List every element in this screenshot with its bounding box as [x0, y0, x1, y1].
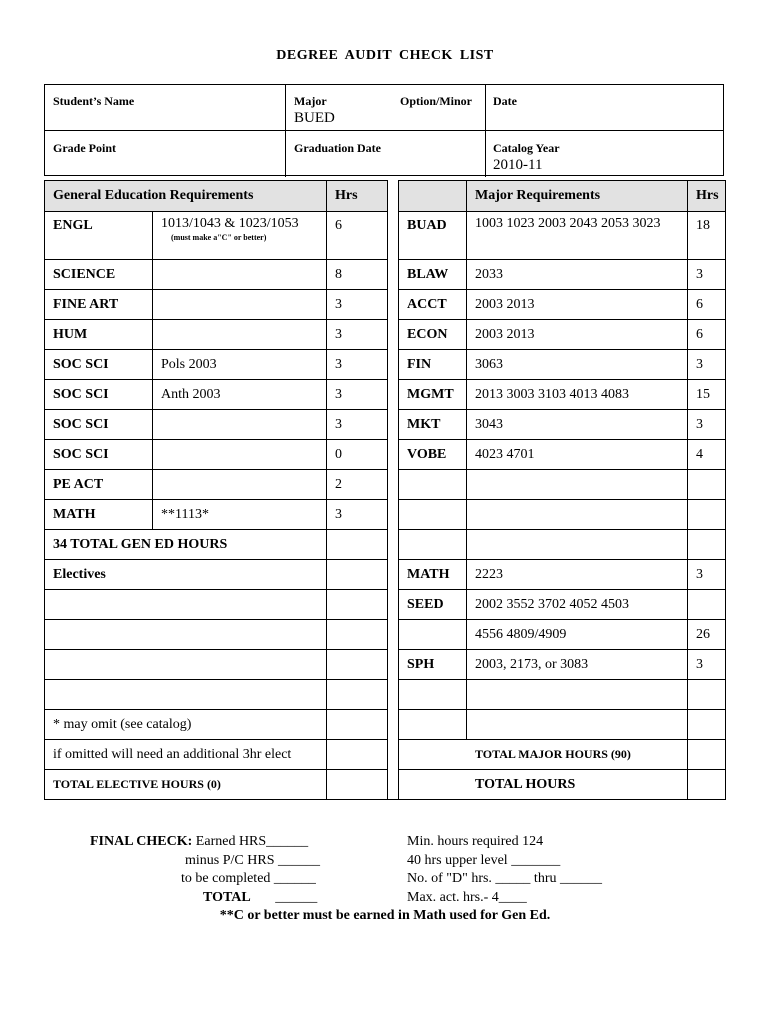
graduation-date-label: Graduation Date: [294, 141, 381, 155]
math-footnote: **C or better must be earned in Math used for Gen Ed.: [219, 908, 551, 923]
total-hours: TOTAL HOURS: [399, 770, 688, 800]
table-row: Electives MATH 2223 3: [45, 560, 726, 590]
major-label: Major: [294, 94, 327, 108]
table-row: MATH **1113* 3: [45, 500, 726, 530]
max-act-hours: Max. act. hrs.- 4____: [407, 889, 527, 905]
total-elective-hours: TOTAL ELECTIVE HOURS (0): [45, 770, 327, 800]
table-row: PE ACT 2: [45, 470, 726, 500]
table-header-row: [45, 181, 726, 212]
table-row: SOC SCI 3 MKT 3043 3: [45, 410, 726, 440]
gen-ed-heading: General Education Requirements: [45, 181, 327, 212]
engl-note: (must make a"C" or better): [171, 233, 267, 242]
table-row: SCIENCE 8 BLAW 2033 3: [45, 260, 726, 290]
omit-note-2: if omitted will need an additional 3hr elect: [45, 740, 327, 770]
option-minor-label: Option/Minor: [400, 94, 473, 108]
page-title: DEGREE AUDIT CHECK LIST: [276, 48, 494, 63]
date-label: Date: [493, 94, 517, 108]
to-be-completed: to be completed ______: [181, 871, 316, 886]
final-check-right: [407, 833, 602, 907]
table-row: FINE ART 3 ACCT 2003 2013 6: [45, 290, 726, 320]
table-row: [45, 770, 726, 800]
major-value: BUED: [294, 110, 335, 126]
student-info-box: [44, 84, 724, 176]
total-major-hours: TOTAL MAJOR HOURS (90): [399, 740, 688, 770]
table-row: SOC SCI Anth 2003 3 MGMT 2013 3003 3103 4013 4083 15: [45, 380, 726, 410]
electives-label: Electives: [45, 560, 327, 590]
minus-pc-hrs: minus P/C HRS ______: [185, 852, 320, 868]
table-row: SEED 2002 3552 3702 4052 4503: [45, 590, 726, 620]
gen-ed-hrs-heading: Hrs: [327, 181, 388, 212]
student-name-label: Student’s Name: [53, 94, 135, 108]
min-hours: Min. hours required 124: [407, 834, 544, 849]
table-row: 4556 4809/4909 26: [45, 620, 726, 650]
catalog-year-label: Catalog Year: [493, 141, 560, 155]
gen-ed-total: 34 TOTAL GEN ED HOURS: [45, 530, 327, 560]
table-row: SOC SCI Pols 2003 3 FIN 3063 3: [45, 350, 726, 380]
table-row: SPH 2003, 2173, or 3083 3: [45, 650, 726, 680]
major-heading: Major Requirements: [467, 181, 688, 212]
final-check-label: FINAL CHECK:: [90, 834, 193, 849]
d-hours: No. of "D" hrs. _____ thru ______: [407, 871, 602, 886]
earned-hrs: Earned HRS______: [195, 834, 309, 849]
requirements-table: [44, 180, 726, 800]
catalog-year-value: 2010-11: [493, 157, 543, 173]
upper-level: 40 hrs upper level _______: [407, 852, 561, 868]
table-row: ENGL 1013/1043 & 1023/1053 (must make a"C" or better) 6 BUAD 1003 1023 2003 2043 2053 3023 18: [45, 212, 726, 260]
table-row: HUM 3 ECON 2003 2013 6: [45, 320, 726, 350]
major-hrs-heading: Hrs: [688, 181, 726, 212]
grade-point-label: Grade Point: [53, 141, 116, 155]
total-blank: ______: [275, 889, 318, 905]
table-row: [45, 710, 726, 740]
omit-note: * may omit (see catalog): [45, 710, 327, 740]
total-label: TOTAL: [203, 889, 251, 905]
engl-course: 1013/1043 & 1023/1053: [161, 216, 299, 231]
table-row: [45, 740, 726, 770]
table-row: [45, 680, 726, 710]
final-check-left: [90, 833, 320, 907]
table-row: SOC SCI 0 VOBE 4023 4701 4: [45, 440, 726, 470]
table-row: [45, 530, 726, 560]
